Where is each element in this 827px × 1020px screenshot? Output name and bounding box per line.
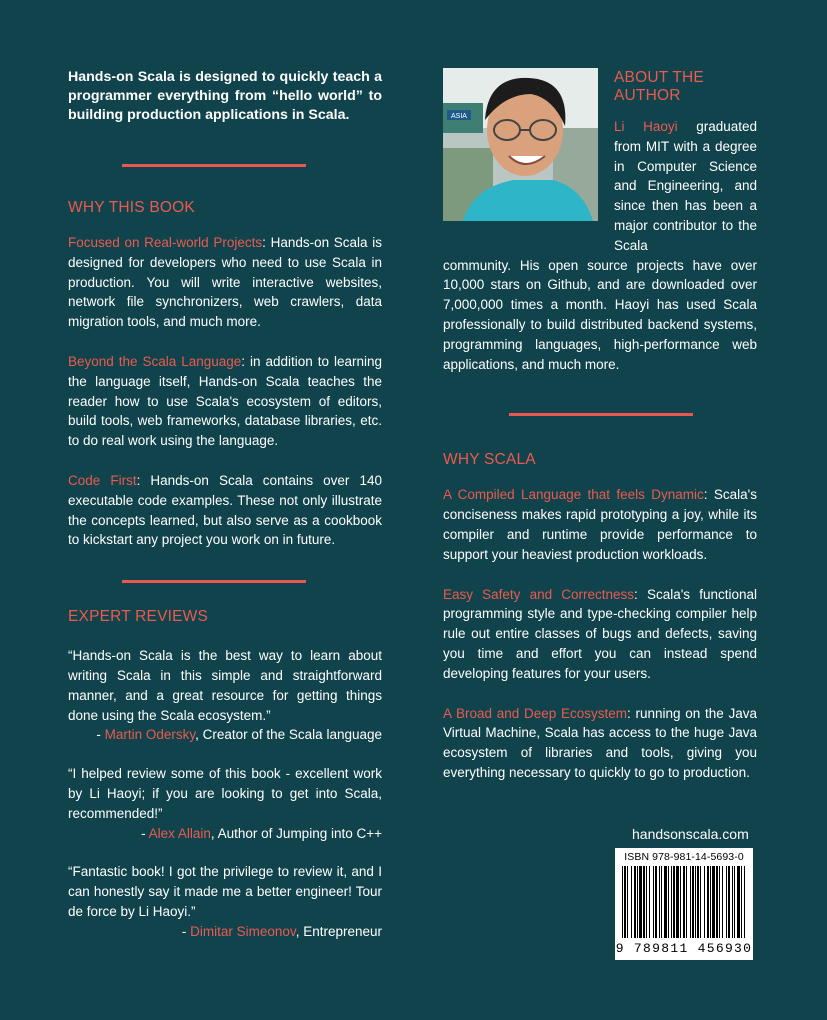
item-title: Beyond the Scala Language	[68, 353, 242, 369]
item-title: A Compiled Language that feels Dynamic	[443, 487, 704, 503]
barcode-bar	[695, 866, 696, 938]
barcode-bar	[655, 866, 657, 938]
author-name: Li Haoyi	[614, 119, 678, 134]
barcode-bar	[732, 866, 733, 938]
why-scala-item: Easy Safety and Correctness: Scala's functional programming style and type-checking compiler help rule out entire classes of bugs and defects, saving you time and effort you can instead spend developing features for your users.	[443, 586, 758, 681]
barcode-bar	[726, 866, 727, 938]
barcode-bars	[620, 866, 748, 938]
barcode-bar	[661, 866, 662, 938]
barcode-bar	[653, 866, 654, 938]
barcode-bar	[734, 866, 735, 938]
barcode-bar	[631, 866, 632, 938]
barcode-bar	[728, 866, 730, 938]
barcode-bar	[712, 866, 715, 938]
item-title: Easy Safety and Correctness	[443, 586, 635, 602]
about-author-heading: ABOUT THE AUTHOR	[614, 69, 704, 104]
barcode-bar	[659, 866, 660, 938]
website-url[interactable]: handsonscala.com	[632, 826, 749, 842]
isbn-label: ISBN 978-981-14-5693-0	[624, 851, 744, 863]
barcode-bar	[671, 866, 672, 938]
review-quote: “Hands-on Scala is the best way to learn about writing Scala in this simple and straightforward manner, and a great resource for getting things done using the Scala ecosystem.”	[68, 648, 382, 723]
barcode-bar	[680, 866, 681, 938]
barcode-bar	[744, 866, 745, 938]
why-book-item: Beyond the Scala Language: in addition to learning the language itself, Hands-on Scala teaches the reader how to use Scala's ecosystem of editors, build tools, web frameworks, database libraries, etc. to do real work using the language.	[68, 353, 383, 449]
why-scala-item: A Broad and Deep Ecosystem: running on the Java Virtual Machine, Scala has access to the huge Java ecosystem of libraries and tools, giving you everything necessary to quickly to go to production.	[443, 705, 757, 780]
isbn-barcode	[615, 848, 753, 960]
reviewer-name: Martin Odersky	[104, 727, 196, 743]
item-title: A Broad and Deep Ecosystem	[443, 705, 627, 721]
right-column	[443, 68, 757, 783]
barcode-bar	[722, 866, 723, 938]
reviewer-name: Alex Allain	[148, 825, 211, 841]
photo-sign: ASIA	[451, 113, 467, 120]
item-body: Hands-on Scala contains over 140 executable code examples. These not only illustrate the concepts learned, but also serve as a cookbook to kickstart any project you work on in future.	[68, 472, 382, 548]
barcode-bar	[707, 866, 709, 938]
why-book-item: Focused on Real-world Projects: Hands-on Scala is designed for developers who need to use Scala in production. You will write interactive websites, network file synchronizers, web crawlers, data migration tools, and much more.	[68, 235, 382, 330]
review-quote: “Fantastic book! I got the privilege to review it, and I can honestly say it made me a better engineer! Tour de force by Li Haoyi.”	[68, 864, 382, 919]
item-body: running on the Java Virtual Machine, Scala has access to the huge Java ecosystem of libraries and tools, giving you everything necessary to quickly to go to production.	[443, 705, 757, 780]
item-body: Scala's conciseness makes rapid prototyping a joy, while its compiler and runtime provide performance to support your heaviest production workloads.	[443, 487, 757, 562]
barcode-bar	[690, 866, 691, 938]
barcode-bar	[634, 866, 636, 938]
why-book-item: Code First: Hands-on Scala contains over 140 executable code examples. These not only illustrate the concepts learned, but also serve as a cookbook to kickstart any project you work on in future.	[68, 472, 382, 548]
review-attribution: - Alex Allain, Author of Jumping into C++	[141, 825, 382, 841]
why-scala-item: A Compiled Language that feels Dynamic: Scala's conciseness makes rapid prototyping a joy, while its compiler and runtime provide performance to support your heaviest production workloads.	[443, 487, 757, 562]
author-section	[614, 69, 757, 256]
barcode-bar	[664, 866, 667, 938]
review-attribution: - Martin Odersky, Creator of the Scala language	[96, 727, 382, 743]
item-title: Code First	[68, 472, 137, 488]
divider	[509, 413, 693, 416]
barcode-bar	[716, 866, 718, 938]
expert-reviews-heading: EXPERT REVIEWS	[68, 608, 209, 626]
barcode-bar	[627, 866, 628, 938]
why-this-book-heading: WHY THIS BOOK	[68, 199, 195, 216]
barcode-bar	[741, 866, 742, 938]
item-body: Scala's functional programming style and type-checking compiler help rule out entire classes of bugs and defects, saving you time and effort you can instead spend developing features for your users.	[443, 586, 758, 681]
barcode-bar	[683, 866, 685, 938]
left-column	[68, 68, 382, 942]
barcode-bar	[637, 866, 638, 938]
barcode-bar	[673, 866, 675, 938]
barcode-bar	[710, 866, 711, 938]
reviewer-name: Dimitar Simeonov	[190, 923, 296, 939]
author-bio-short: Li Haoyi graduated from MIT with a degree in Computer Science and Engineering, and since then has been a major contributor to the Scala	[614, 119, 757, 253]
item-body: in addition to learning the language itself, Hands-on Scala teaches the reader how to use Scala's ecosystem of editors, build tools, web frameworks, database libraries, etc. to do real work using the language.	[68, 353, 383, 449]
barcode-bar	[700, 866, 701, 938]
barcode-bar	[643, 866, 645, 938]
barcode-bar	[697, 866, 699, 938]
divider	[122, 580, 306, 583]
barcode-bar	[624, 866, 626, 938]
why-scala-heading: WHY SCALA	[443, 451, 536, 469]
barcode-bar	[737, 866, 740, 938]
intro-text: Hands-on Scala is designed to quickly teach a programmer everything from “hello world” to building production applications in Scala.	[68, 69, 382, 123]
barcode-bar	[719, 866, 720, 938]
barcode-bar	[622, 866, 623, 938]
review-quote: “I helped review some of this book - excellent work by Li Haoyi; if you are looking to get into Scala, recommended!”	[68, 766, 382, 821]
barcode-bar	[676, 866, 679, 938]
divider	[122, 164, 306, 167]
barcode-bar	[692, 866, 694, 938]
review-attribution: - Dimitar Simeonov, Entrepreneur	[181, 923, 382, 939]
review	[68, 764, 382, 843]
item-title: Focused on Real-world Projects	[68, 235, 263, 250]
review	[68, 646, 382, 745]
barcode-bar	[668, 866, 669, 938]
barcode-bar	[686, 866, 687, 938]
barcode-bar	[704, 866, 705, 938]
barcode-bar	[646, 866, 647, 938]
review	[68, 862, 382, 941]
item-body: Hands-on Scala is designed for developers who need to use Scala in production. You will write interactive websites, network file synchronizers, web crawlers, data migration tools, and much more.	[68, 235, 382, 330]
author-bio-long: community. His open source projects have over 10,000 stars on Github, and are downloaded over 7,000,000 times a month. Haoyi has used Scala professionally to build distributed backend systems, programming languages, high-performance web applications, and much more.	[443, 257, 757, 372]
barcode-bar	[639, 866, 642, 938]
barcode-bar	[649, 866, 650, 938]
barcode-digits: 9 789811 456930	[615, 941, 753, 956]
